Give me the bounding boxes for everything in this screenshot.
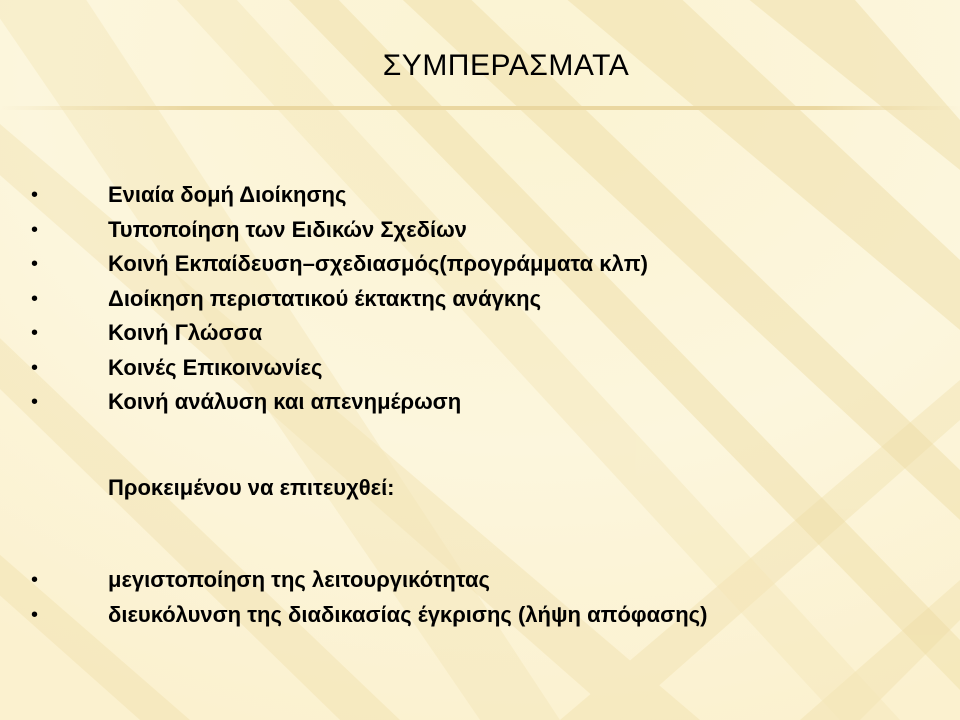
list-item-text: Κοινή Γλώσσα <box>108 320 263 345</box>
bullet-icon: • <box>31 356 39 379</box>
list-item-text: Κοινές Επικοινωνίες <box>108 354 323 380</box>
title-divider <box>0 106 960 110</box>
bullet-icon: • <box>31 569 39 591</box>
bullet-icon: • <box>31 391 39 413</box>
bullet-icon: • <box>31 218 39 241</box>
list-item-text: Τυποποίηση των Ειδικών Σχεδίων <box>108 216 467 242</box>
list-item-text: διευκόλυνση της διαδικασίας έγκρισης (λήψη απόφασης) <box>108 601 708 627</box>
bullet-icon: • <box>31 322 39 344</box>
list-item-text: Κοινή Εκπαίδευση–σχεδιασμός(προγράμματα κλπ) <box>108 251 648 276</box>
bullet-icon: • <box>31 603 39 626</box>
bullet-icon: • <box>31 287 39 310</box>
slide-title: ΣΥΜΠΕΡΑΣΜΑΤΑ <box>382 49 630 82</box>
goals-subheading: Προκειμένου να επιτευχθεί: <box>108 475 395 500</box>
bullet-icon: • <box>31 184 39 206</box>
list-item-text: μεγιστοποίηση της λειτουργικότητας <box>108 567 490 592</box>
list-item-text: Διοίκηση περιστατικού έκτακτης ανάγκης <box>108 285 542 311</box>
list-item-text: Κοινή ανάλυση και απενημέρωση <box>108 389 462 414</box>
list-item-text: Ενιαία δομή Διοίκησης <box>108 182 347 207</box>
bullet-icon: • <box>31 253 39 275</box>
